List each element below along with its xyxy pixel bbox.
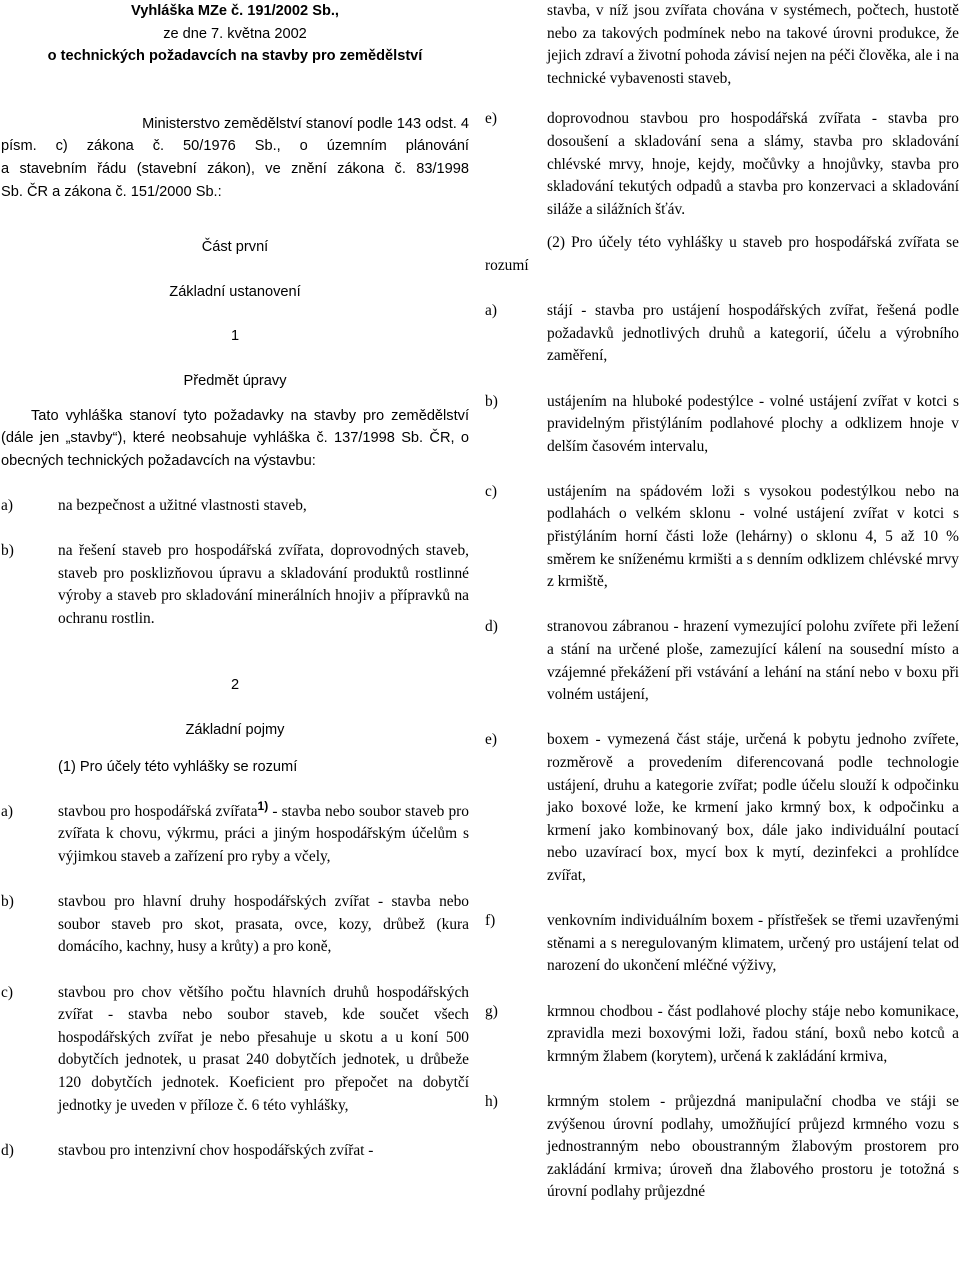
list-item-label: c)	[485, 482, 497, 500]
list-item-label: g)	[485, 1002, 498, 1020]
section-2-para-1: (1) Pro účely této vyhlášky se rozumí	[58, 758, 298, 775]
list-item-text: ustájením na spádovém loži s vysokou podestýlkou nebo na podlahách o velkém sklonu - volné ustájení zvířat v kotci s přistýláním horní části lože (lehárny) o sklonu 4, 5 až 10 % směrem ke sníženému krmišti a s denním odklizem chlévské mrvy z krmiště,	[547, 482, 959, 591]
list-item-label: d)	[1, 1141, 14, 1159]
list-item-text: boxem - vymezená část stáje, určená k pobytu jednoho zvířete, rozměrově a provedením diferencovaná podle technologie ustájení, druhu a kategorie zvířat; podle účelu slouží k odpočinku jako boxové lože, ke krmení jako krmný box, k odpočinku a krmení jako kombinovaný box, dále jako individuální poutací nebo uzavírací box, mycí box k mytí, dezinfekci a prohlídce zvířat,	[547, 731, 959, 884]
list-item-text: doprovodnou stavbou pro hospodářská zvířata - stavba pro dosoušení a skladování sena a slámy, stavba pro skladování chlévské mrvy, hnoje, kejdy, močůvky a hnojůvky, stavba pro skladování tekutých odpadů a stavba pro konzervaci a skladování siláže a silážních šťáv.	[547, 110, 959, 218]
list-item-label: a)	[485, 302, 497, 320]
list-item-text: ustájením na hluboké podestýlce - volné ustájení zvířat v kotci s pravidelným přistýláním podlahové plochy a odklizem hnoje v delším časovém intervalu,	[547, 392, 959, 455]
term-definition: - stavba nebo soubor staveb pro zvířata k chovu, výkrmu, práci a jiným hospodářským účelům s výjimkou staveb a zařízení pro ryby a včely,	[58, 802, 469, 866]
header-date: ze dne 7. května 2002	[163, 25, 307, 42]
list-item	[1, 495, 469, 518]
list-item-text: venkovním individuálním boxem - přístřešek se třemi uzavřenými stěnami a s neregulovaným klimatem, určený pro ustájení telat od narození do ukončení mléčné výživy,	[547, 912, 959, 975]
list-item-text	[58, 798, 469, 869]
list-item	[485, 300, 959, 368]
list-item-text: stavbou pro intenzivní chov hospodářských zvířat -	[58, 1141, 374, 1159]
list-item	[1, 891, 469, 959]
list-item	[485, 108, 959, 221]
list-item-text: stranovou zábranou - hrazení vymezující polohu zvířete při ležení a stání na určené ploše, zamezující kálení na sousední místo a vzájemné překážení při vstávání a lehání na stání nebo v boxu při volném ustájení,	[547, 618, 959, 704]
section-2-para-2: (2) Pro účely této vyhlášky u staveb pro hospodářská zvířata se rozumí	[485, 234, 959, 274]
list-item	[485, 910, 959, 978]
list-item	[485, 391, 959, 459]
intro-line: Ministerstvo zemědělství stanoví podle 143 odst. 4	[142, 115, 469, 132]
list-item	[485, 729, 959, 887]
list-item-text: na bezpečnost a užitné vlastnosti staveb,	[58, 496, 307, 514]
list-item-text: stavbou pro chov většího počtu hlavních druhů hospodářských zvířat - stavba nebo soubor staveb, kde součet všech hospodářských zvířat je nebo přesahuje u skotu a u koní 500 dobytčích jednotek, u prasat 240 dobytčích jednotek, u drůbeže 120 dobytčích jednotek. Koeficient pro přepočet na dobytčí jednotky je uveden v příloze č. 6 této vyhlášky,	[58, 983, 469, 1114]
intro-line: Sb. ČR a zákona č. 151/2000 Sb.:	[1, 183, 222, 200]
list-item-label: b)	[1, 893, 14, 911]
continuation-text: stavba, v níž jsou zvířata chována v systémech, počtech, hustotě nebo za takových podmínek nebo na takové úrovni produkce, že jejich zdraví a životní pohoda závisí nejen na péči člověka, ale i na technické vybavenosti staveb,	[547, 2, 959, 87]
header-subject: o technických požadavcích na stavby pro zemědělství	[47, 48, 423, 65]
list-item-label: e)	[485, 110, 497, 128]
list-item	[1, 1140, 469, 1163]
list-item-label: d)	[485, 618, 498, 636]
list-item-label: h)	[485, 1092, 498, 1110]
term-text: stavbou pro hospodářská zvířata	[58, 802, 258, 820]
section-title: Předmět úpravy	[183, 372, 287, 389]
section-title: Základní pojmy	[185, 722, 285, 739]
header-title: Vyhláška MZe č. 191/2002 Sb.,	[131, 3, 339, 19]
list-item	[485, 1091, 959, 1204]
left-column	[1, 0, 469, 1162]
document-header	[1, 0, 469, 68]
list-item-label: f)	[485, 912, 496, 930]
part-title: Část první	[201, 239, 269, 256]
section-number: 1	[230, 328, 240, 345]
section-number: 2	[230, 677, 240, 694]
list-item	[1, 982, 469, 1118]
list-item-text: krmným stolem - průjezdná manipulační chodba ve stáji se zvýšenou úrovní podlahy, umožňující průjezd krmného vozu s jednostranným nebo oboustranným žlabovým prostorem pro zakládání krmiva; úroveň dna žlabového prostoru je totožná s úrovní podlahy průjezdné	[547, 1092, 959, 1201]
section-1-text: Tato vyhláška stanoví tyto požadavky na stavby pro zemědělství (dále jen „stavby“), které neobsahuje vyhláška č. 137/1998 Sb. ČR, o obecných technických požadavcích na výstavbu:	[1, 407, 469, 469]
intro-line: písm. c) zákona č. 50/1976 Sb., o územním plánování	[1, 138, 469, 155]
list-item-label: a)	[1, 496, 13, 514]
list-item-text: na řešení staveb pro hospodářská zvířata, doprovodných staveb, staveb pro posklizňovou úpravu a skladování produktů rostlinné výroby a staveb pro skladování minerálních hnojiv a přípravků na ochranu rostlin.	[58, 542, 469, 627]
intro-paragraph	[1, 113, 469, 203]
part-subtitle: Základní ustanovení	[169, 283, 301, 300]
right-column	[485, 0, 959, 1204]
list-item	[1, 798, 469, 869]
list-item-label: b)	[1, 542, 14, 560]
list-item-label: a)	[1, 802, 13, 820]
footnote-ref[interactable]: 1)	[257, 798, 269, 813]
list-item-label: c)	[1, 983, 13, 1001]
list-item-text: stavbou pro hlavní druhy hospodářských zvířat - stavba nebo soubor staveb pro skot, prasata, ovce, kozy, drůbež (kura domácího, kachny, husy a krůty) a pro koně,	[58, 893, 469, 956]
list-item-label: e)	[485, 731, 497, 749]
list-item	[485, 1001, 959, 1069]
list-item	[485, 481, 959, 594]
list-item-text: krmnou chodbou - část podlahové plochy stáje nebo komunikace, zpravidla mezi boxovými loži, řadou stání, boxů nebo kotců a krmným žlabem (korytem), určená k zakládání krmiva,	[547, 1002, 959, 1065]
list-item	[485, 616, 959, 706]
list-item-label: b)	[485, 392, 498, 410]
list-item	[1, 540, 469, 630]
intro-line: a stavebním řádu (stavební zákon), ve znění zákona č. 83/1998	[1, 160, 469, 177]
list-item-text: stájí - stavba pro ustájení hospodářských zvířat, řešená podle požadavků jednotlivých druhů a kategorií, účelu a výrobního zaměření,	[547, 302, 959, 365]
